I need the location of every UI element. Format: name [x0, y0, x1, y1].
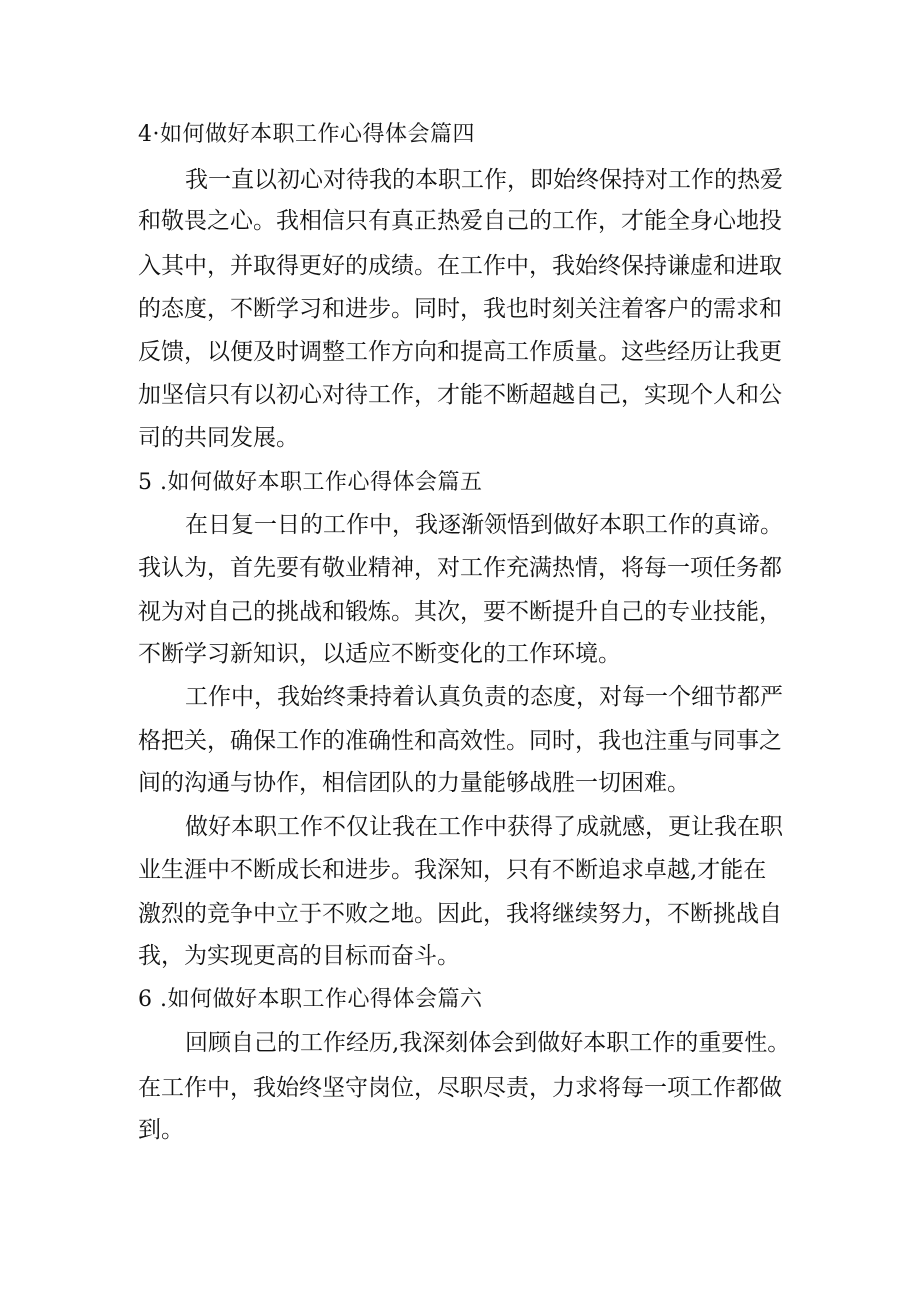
section-heading-6: 6 .如何做好本职工作心得体会篇六 [138, 987, 483, 1012]
text-line: 做好本职工作不仅让我在工作中获得了成就感，更让我在职 [185, 814, 783, 840]
text-line: 到。 [138, 1117, 184, 1143]
text-line: 在日复一日的工作中，我逐渐领悟到做好本职工作的真谛。 [185, 512, 783, 538]
text-line: 和敬畏之心。我相信只有真正热爱自己的工作，才能全身心地投 [138, 208, 782, 234]
text-line: 格把关，确保工作的准确性和高效性。同时，我也注重与同事之 [138, 728, 782, 754]
text-line: 的态度，不断学习和进步。同时，我也时刻关注着客户的需求和 [138, 296, 782, 322]
text-line: 入其中，并取得更好的成绩。在工作中，我始终保持谦虚和进取 [138, 253, 782, 279]
text-line: 我认为，首先要有敬业精神，对工作充满热情，将每一项任务都 [138, 555, 782, 581]
text-line: 间的沟通与协作，相信团队的力量能够战胜一切困难。 [138, 770, 690, 796]
text-line: 司的共同发展。 [138, 425, 299, 451]
text-line: 在工作中，我始终坚守岗位，尽职尽责，力求将每一项工作都做 [138, 1075, 782, 1101]
text-line: 我，为实现更高的目标而奋斗。 [138, 943, 460, 969]
text-line: 回顾自己的工作经历,我深刻体会到做好本职工作的重要性。 [185, 1030, 791, 1056]
text-line: 不断学习新知识，以适应不断变化的工作环境。 [138, 641, 621, 667]
text-line: 激烈的竞争中立于不败之地。因此，我将继续努力，不断挑战自 [138, 901, 782, 927]
text-line: 我一直以初心对待我的本职工作，即始终保持对工作的热爱 [185, 167, 783, 193]
text-line: 反馈，以便及时调整工作方向和提高工作质量。这些经历让我更 [138, 339, 782, 365]
section-heading-5: 5 .如何做好本职工作心得体会篇五 [138, 470, 483, 495]
text-line: 工作中，我始终秉持着认真负责的态度，对每一个细节都严 [185, 684, 783, 710]
text-line: 加坚信只有以初心对待工作，才能不断超越自己，实现个人和公 [138, 382, 782, 408]
text-line: 视为对自己的挑战和锻炼。其次，要不断提升自己的专业技能， [138, 599, 782, 625]
section-heading-4: 4·如何做好本职工作心得体会篇四 [138, 122, 475, 147]
text-line: 业生涯中不断成长和进步。我深知，只有不断追求卓越,才能在 [138, 857, 767, 883]
